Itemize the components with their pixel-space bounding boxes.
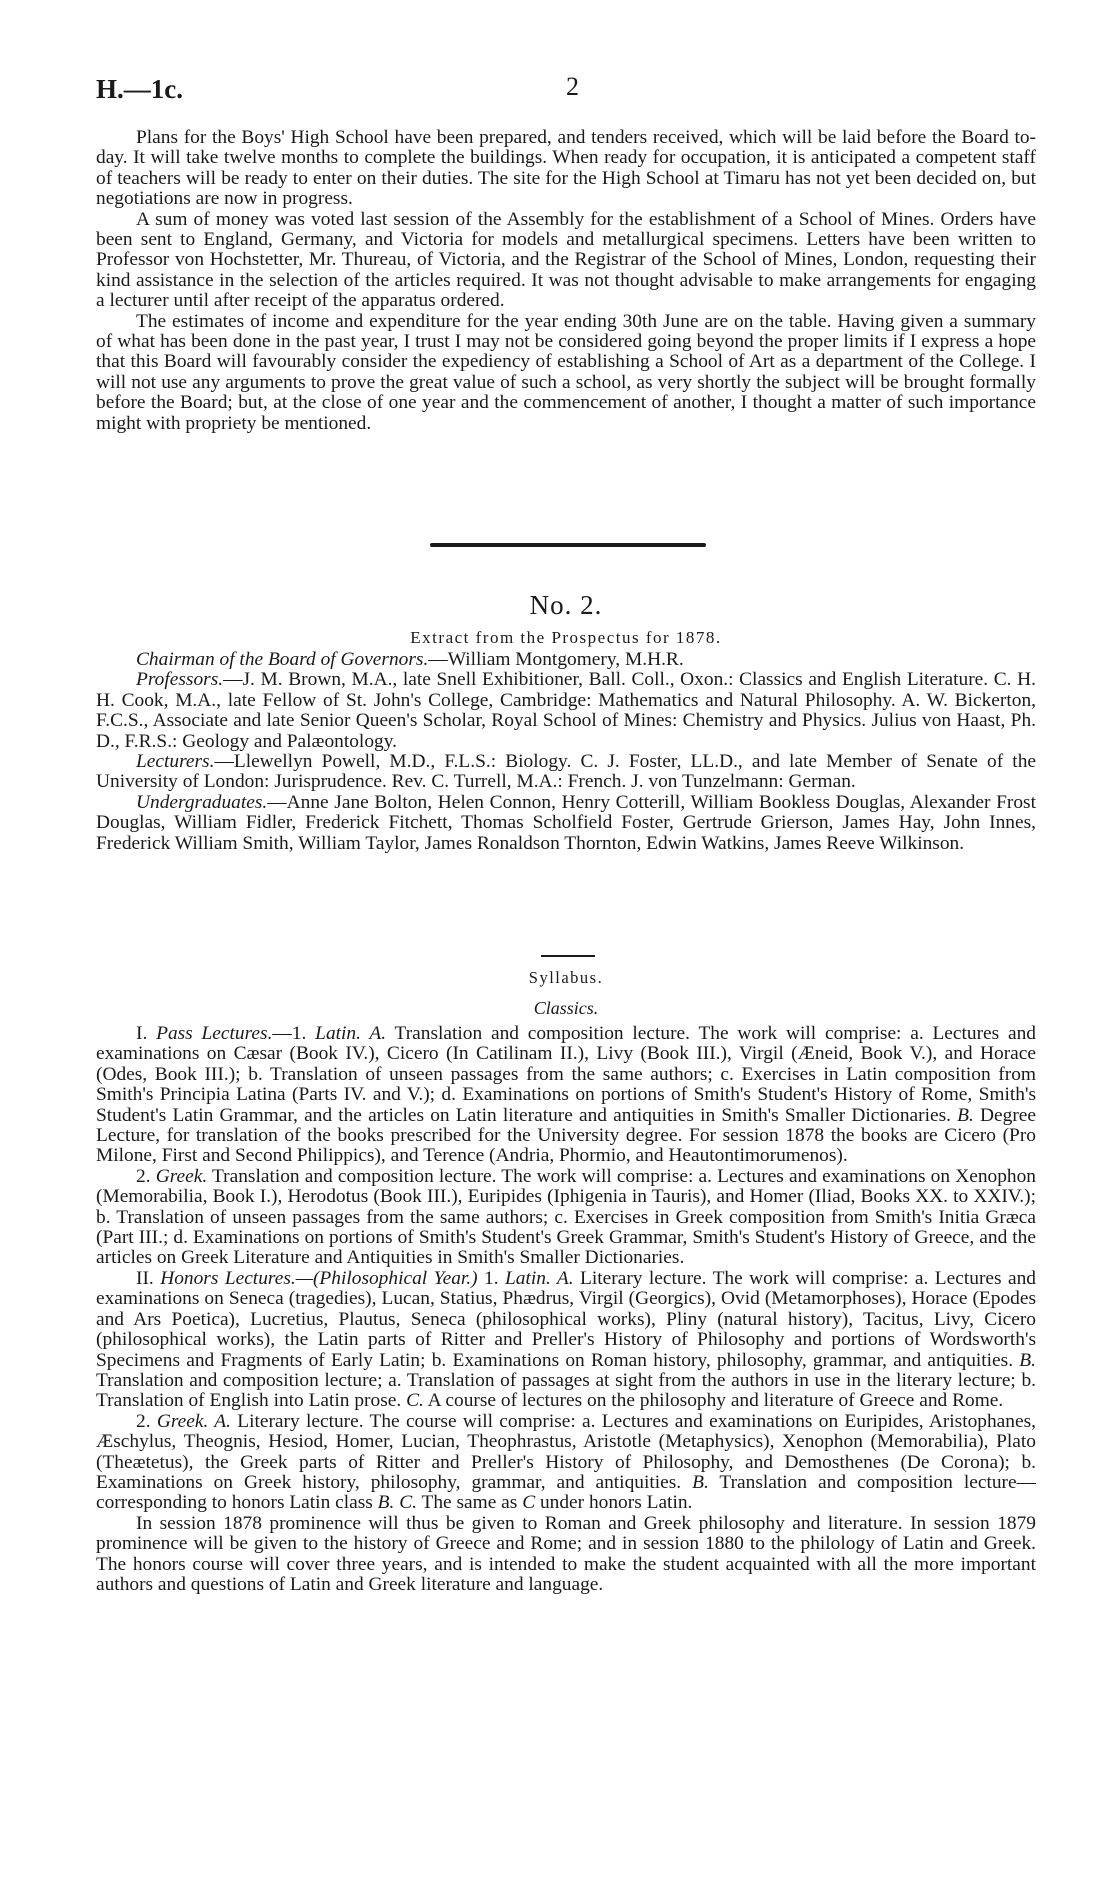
pass-greek-paragraph: 2. Greek. Translation and composition lecture. The work will comprise: a. Lectures and examinations on Xenophon (Memorabilia, Book I.), Herodotus (Book III.), Euripides (Iphigenia in Tauris), and Homer (Iliad, Books XX. to XXIV.); b. Translation of unseen passages from the same authors; c. Exercises in Greek composition from Smith's Initia Græca (Part III.; d. Examinations on portions of Smith's Student's Greek Grammar, Smith's Student's History of Greece, and the articles on Greek Literature and Antiquities in Smith's Smaller Dictionaries. xyxy=(96,1165,1036,1269)
staff-label: Lecturers. xyxy=(136,751,215,773)
staff-text: —William Montgomery, M.H.R. xyxy=(428,649,684,670)
staff-label: Chairman of the Board of Governors. xyxy=(136,649,429,670)
staff-lecturers xyxy=(96,752,1036,793)
paragraph-high-school: Plans for the Boys' High School have been prepared, and tenders received, which will be laid before the Board to-day. It will take twelve months to complete the buildings. When ready for occupation, it is anticipated a competent staff of teachers will be ready to enter on their duties. The site for the High School at Timaru has not yet been decided on, but negotiations are now in progress. xyxy=(96,127,1036,210)
intro-section xyxy=(96,128,1036,434)
staff-text: —Llewellyn Powell, M.D., F.L.S.: Biology. C. J. Foster, LL.D., and late Member of Senate of the University of London: Jurisprudence. Rev. C. Turrell, M.A.: French. J. von Tunzelmann: German. xyxy=(96,751,1036,793)
document-reference: H.—1c. xyxy=(96,74,183,104)
paragraph-school-of-mines: A sum of money was voted last session of the Assembly for the establishment of a School of Mines. Orders have been sent to England, Germany, and Victoria for models and metallurgical specimens. Letters have been written to Professor von Hochstetter, Mr. Thureau, of Victoria, and the Registrar of the School of Mines, London, requesting their kind assistance in the selection of the articles required. It was not thought advisable to make arrangements for engaging a lecturer until after receipt of the apparatus ordered. xyxy=(96,208,1036,312)
staff-label: Professors. xyxy=(136,669,224,691)
short-divider xyxy=(541,955,595,957)
classics-heading: Classics. xyxy=(533,998,599,1018)
page-number: 2 xyxy=(566,72,579,101)
staff-professors xyxy=(96,670,1036,752)
page-header xyxy=(96,74,1036,114)
extract-title: Extract from the Prospectus for 1878. xyxy=(410,628,722,647)
section-number: No. 2. xyxy=(529,590,603,620)
syllabus-section xyxy=(96,1024,1036,1595)
section-divider xyxy=(430,543,706,547)
staff-label: Undergraduates. xyxy=(136,791,268,813)
staff-text: —J. M. Brown, M.A., late Snell Exhibitioner, Ball. Coll., Oxon.: Classics and English Literature. C. H. H. Cook, M.A., late Fellow of St. John's College, Cambridge: Mathematics and Natural Philosophy. A. W. Bickerton, F.C.S., Associate and late Senior Queen's Scholar, Royal School of Mines: Chemistry and Physics. Julius von Haast, Ph. D., F.R.S.: Geology and Palæontology. xyxy=(96,669,1036,752)
closing-paragraph: In session 1878 prominence will thus be given to Roman and Greek philosophy and literature. In session 1879 prominence will be given to the history of Greece and Rome; and in session 1880 to the philology of Latin and Greek. The honors course will cover three years, and is intended to make the student acquainted with all the more important authors and questions of Latin and Greek literature and language. xyxy=(96,1512,1036,1595)
honors-latin-paragraph: II. Honors Lectures.—(Philosophical Year.) 1. Latin. A. Literary lecture. The work will comprise: a. Lectures and examinations on Seneca (tragedies), Lucan, Statius, Phædrus, Virgil (Georgics), Ovid (Metamorphoses), Horace (Epodes and Ars Poetica), Lucretius, Plautus, Seneca (philosophical works), Pliny (natural history), Tacitus, Livy, Cicero (philosophical works), the Latin parts of Ritter and Preller's History of Philosophy and portions of Wordsworth's Specimens and Fragments of Early Latin; b. Examinations on Roman history, philosophy, grammar, and antiquities. B. Translation and composition lecture; a. Translation of passages at sight from the authors in use in the literary lecture; b. Translation of English into Latin prose. C. A course of lectures on the philosophy and literature of Greece and Rome. xyxy=(96,1267,1036,1412)
syllabus-heading: Syllabus. xyxy=(528,968,604,987)
staff-text: —Anne Jane Bolton, Helen Connon, Henry Cotterill, William Bookless Douglas, Alexander Frost Douglas, William Fidler, Frederick Fitchett, Thomas Scholfield Foster, Gertrude Grierson, James Hay, John Innes, Frederick William Smith, William Taylor, James Ronaldson Thornton, Edwin Watkins, James Reeve Wilkinson. xyxy=(96,791,1036,854)
paragraph-estimates: The estimates of income and expenditure for the year ending 30th June are on the table. Having given a summary of what has been done in the past year, I trust I may not be considered going beyond the proper limits if I express a hope that this Board will favourably consider the expediency of establishing a School of Art as a department of the College. I will not use any arguments to prove the great value of such a school, as very shortly the subject will be brought formally before the Board; but, at the close of one year and the commencement of another, I thought a matter of such importance might with propriety be mentioned. xyxy=(96,310,1036,434)
staff-chairman xyxy=(96,650,1036,670)
honors-greek-paragraph: 2. Greek. A. Literary lecture. The course will comprise: a. Lectures and examinations on Euripides, Aristophanes, Æschylus, Theognis, Hesiod, Homer, Lucian, Theophrastus, Aristotle (Metaphysics), Xenophon (Memorabilia), Plato (Theætetus), the Greek parts of Ritter and Preller's History of Philosophy, and Demosthenes (De Corona); b. Examinations on Greek history, philosophy, grammar, and antiquities. B. Translation and composition lecture—corresponding to honors Latin class B. C. The same as C under honors Latin. xyxy=(96,1410,1036,1514)
pass-latin-paragraph: I. Pass Lectures.—1. Latin. A. Translation and composition lecture. The work will comprise: a. Lectures and examinations on Cæsar (Book IV.), Cicero (In Catilinam II.), Livy (Book III.), Virgil (Æneid, Book V.), and Horace (Odes, Book III.); b. Translation of unseen passages from the same authors; c. Exercises in Latin composition from Smith's Principia Latina (Parts IV. and V.); d. Examinations on portions of Smith's Student's History of Rome, Smith's Student's Latin Grammar, and the articles on Latin literature and antiquities in Smith's Smaller Dictionaries. B. Degree Lecture, for translation of the books prescribed for the University degree. For session 1878 the books are Cicero (Pro Milone, First and Second Philippics), and Terence (Andria, Phormio, and Heautontimorumenos). xyxy=(96,1023,1036,1167)
staff-section xyxy=(96,650,1036,854)
staff-undergraduates xyxy=(96,793,1036,854)
